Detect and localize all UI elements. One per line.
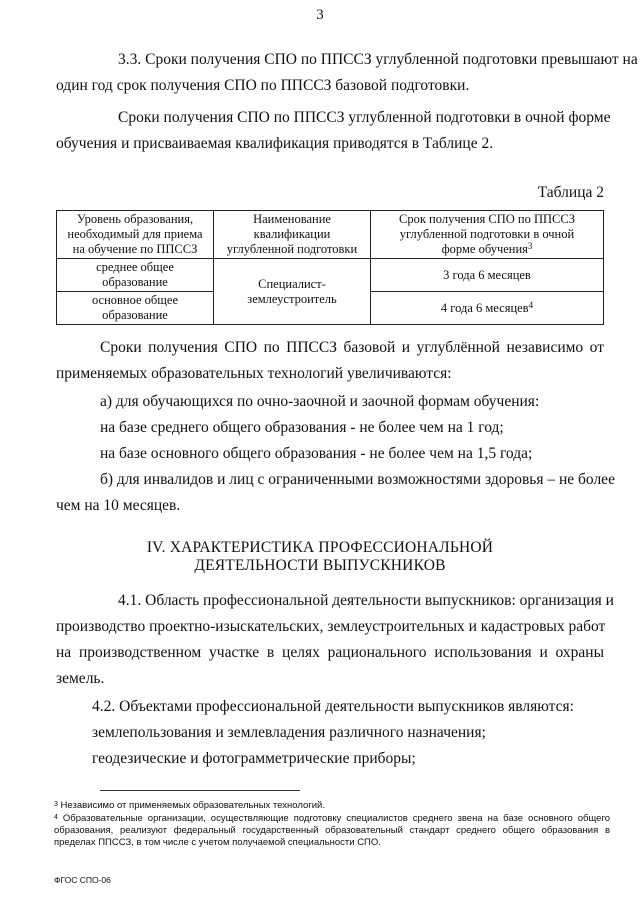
item-b-line2: чем на 10 месяцев. bbox=[56, 497, 181, 514]
item-a-1: на базе среднего общего образования - не более чем на 1 год; bbox=[100, 419, 504, 436]
para-4-1-line3: на производственном участке в целях рационального использования и охраны bbox=[56, 644, 604, 661]
object-item: геодезические и фотограмметрические приборы; bbox=[92, 750, 416, 767]
cell-term: 4 года 6 месяцев$^4$ bbox=[371, 292, 604, 325]
cell-term: 3 года 6 месяцев bbox=[371, 259, 604, 292]
item-a: а) для обучающихся по очно-заочной и заочной формам обучения: bbox=[100, 393, 540, 410]
page-number: 3 bbox=[316, 7, 324, 23]
footnote-ref-3: 3 bbox=[527, 241, 533, 251]
cell-level: среднее общее образование bbox=[57, 259, 214, 292]
header-qualification: Наименование квалификации углубленной подготовки bbox=[214, 211, 371, 259]
table-caption: Таблица 2 bbox=[537, 184, 604, 201]
header-level: Уровень образования, необходимый для приема на обучение по ППССЗ bbox=[57, 211, 214, 259]
para-terms-line1: Сроки получения СПО по ППССЗ углубленной подготовки в очной форме bbox=[118, 109, 611, 126]
footnote-ref-4: 4 bbox=[528, 299, 534, 310]
section-heading-line2: ДЕЯТЕЛЬНОСТИ ВЫПУСКНИКОВ bbox=[194, 557, 446, 574]
para-4-1-line2: производство проектно-изыскательских, землеустроительных и кадастровых работ bbox=[56, 618, 606, 635]
para-increase-line1: Сроки получения СПО по ППССЗ базовой и углублённой независимо от bbox=[100, 339, 604, 356]
table-header-row bbox=[57, 211, 604, 259]
para-4-2: 4.2. Объектами профессиональной деятельности выпускников являются: bbox=[92, 698, 574, 715]
cell-qualification: Специалист- землеустроитель bbox=[214, 259, 371, 325]
section-heading-line1: IV. ХАРАКТЕРИСТИКА ПРОФЕССИОНАЛЬНОЙ bbox=[146, 539, 494, 556]
cell-level: основное общее образование bbox=[57, 292, 214, 325]
para-4-1-line1: 4.1. Область профессиональной деятельности выпускников: организация и bbox=[118, 592, 614, 609]
para-terms-line2: обучения и присваиваемая квалификация приводятся в Таблице 2. bbox=[56, 135, 494, 152]
para-3-3-line1: 3.3. Сроки получения СПО по ППССЗ углубленной подготовки превышают на bbox=[118, 51, 638, 68]
para-3-3-line2: один год срок получения СПО по ППССЗ базовой подготовки. bbox=[56, 77, 470, 94]
document-footer: ФГОС СПО-06 bbox=[54, 875, 111, 885]
table-row bbox=[57, 259, 604, 292]
para-4-1-line4: земель. bbox=[56, 670, 105, 687]
item-b-line1: б) для инвалидов и лиц с ограниченными возможностями здоровья – не более bbox=[100, 471, 615, 488]
table-2 bbox=[56, 210, 604, 325]
footnote-3: $^3$ Независимо от применяемых образовательных технологий. bbox=[54, 800, 325, 811]
header-term: Срок получения СПО по ППССЗ углубленной подготовки в очной форме обучения$^3$ bbox=[371, 211, 604, 259]
object-item: землепользования и землевладения различного назначения; bbox=[92, 724, 486, 741]
footnote-4: $^4$ Образовательные организации, осуществляющие подготовку специалистов среднего звена на базе основного общего образования, реализуют федеральный государственный образовательный стандарт среднего общего образования в пределах ППССЗ, в том числе с учетом получаемой специальности СПО. bbox=[54, 813, 610, 848]
item-a-2: на базе основного общего образования - не более чем на 1,5 года; bbox=[100, 445, 533, 462]
para-increase-line2: применяемых образовательных технологий увеличиваются: bbox=[56, 365, 452, 382]
footnote-divider bbox=[100, 790, 300, 791]
